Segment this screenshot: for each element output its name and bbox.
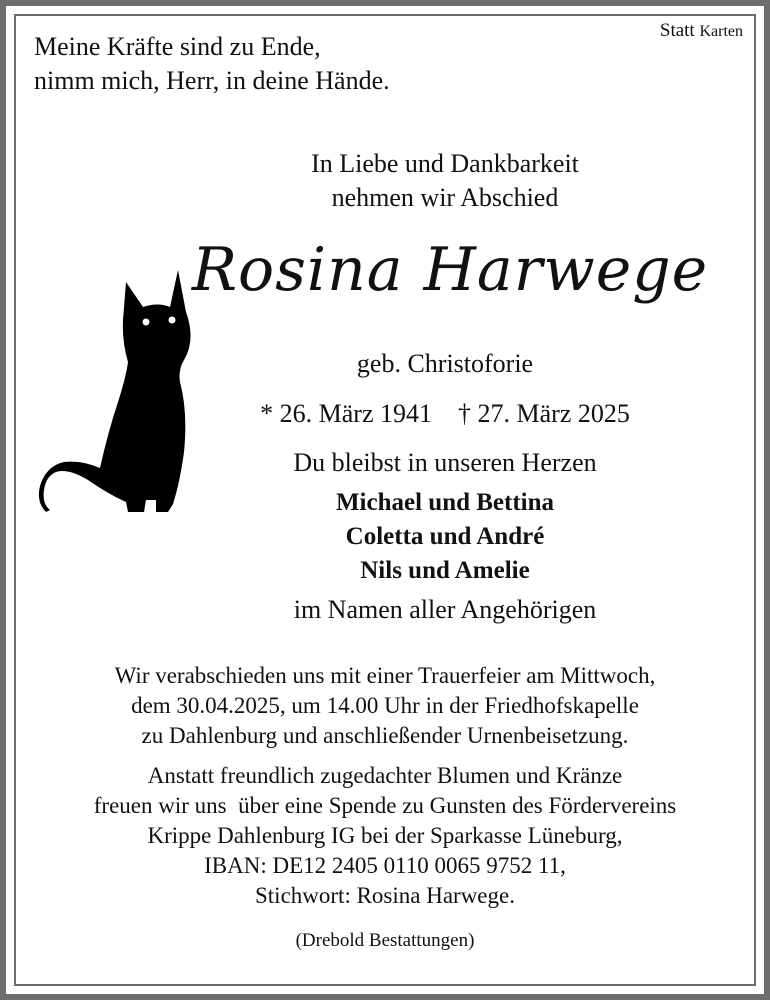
service-line-1: Wir verabschieden uns mit einer Trauerfeier am Mittwoch, [114, 663, 656, 688]
death-date: † 27. März 2025 [458, 399, 630, 428]
donation-info [20, 761, 750, 911]
family-member: Nils und Amelie [360, 557, 530, 584]
family-list [200, 486, 690, 588]
donation-line-1: Anstatt freundlich zugedachter Blumen und Kränze [147, 763, 623, 788]
closing-line: im Namen aller Angehörigen [293, 595, 597, 624]
message-line: Du bleibst in unseren Herzen [293, 448, 597, 477]
intro-line-1: In Liebe und Dankbarkeit [311, 149, 579, 178]
donation-line-4: IBAN: DE12 2405 0110 0065 9752 11, [204, 853, 566, 878]
statt-karten-label [660, 20, 743, 42]
deceased-name: Rosina Harwege [191, 235, 709, 305]
family-member: Coletta und André [345, 523, 545, 550]
donation-line-5: Stichwort: Rosina Harwege. [255, 883, 515, 908]
family-member: Michael und Bettina [335, 489, 555, 516]
verse-line-2: nimm mich, Herr, in deine Hände. [34, 66, 390, 95]
verse [34, 30, 390, 98]
service-line-2: dem 30.04.2025, um 14.00 Uhr in der Friedhofskapelle [131, 693, 639, 718]
intro-line-2: nehmen wir Abschied [331, 183, 559, 212]
donation-line-3: Krippe Dahlenburg IG bei der Sparkasse Lüneburg, [147, 823, 623, 848]
statt-text: Statt [659, 20, 695, 41]
karten-text: Karten [699, 23, 743, 40]
service-line-3: zu Dahlenburg und anschließender Urnenbeisetzung. [141, 723, 629, 748]
cat-silhouette-icon [38, 262, 198, 522]
verse-line-1: Meine Kräfte sind zu Ende, [34, 32, 321, 61]
intro-text [200, 147, 690, 215]
service-info [20, 661, 750, 751]
birth-date: * 26. März 1941 [260, 399, 432, 428]
donation-line-2: freuen wir uns über eine Spende zu Gunsten des Fördervereins [93, 793, 677, 818]
life-dates [200, 398, 690, 430]
undertaker-label: (Drebold Bestattungen) [295, 930, 475, 951]
maiden-name: geb. Christoforie [356, 349, 534, 378]
